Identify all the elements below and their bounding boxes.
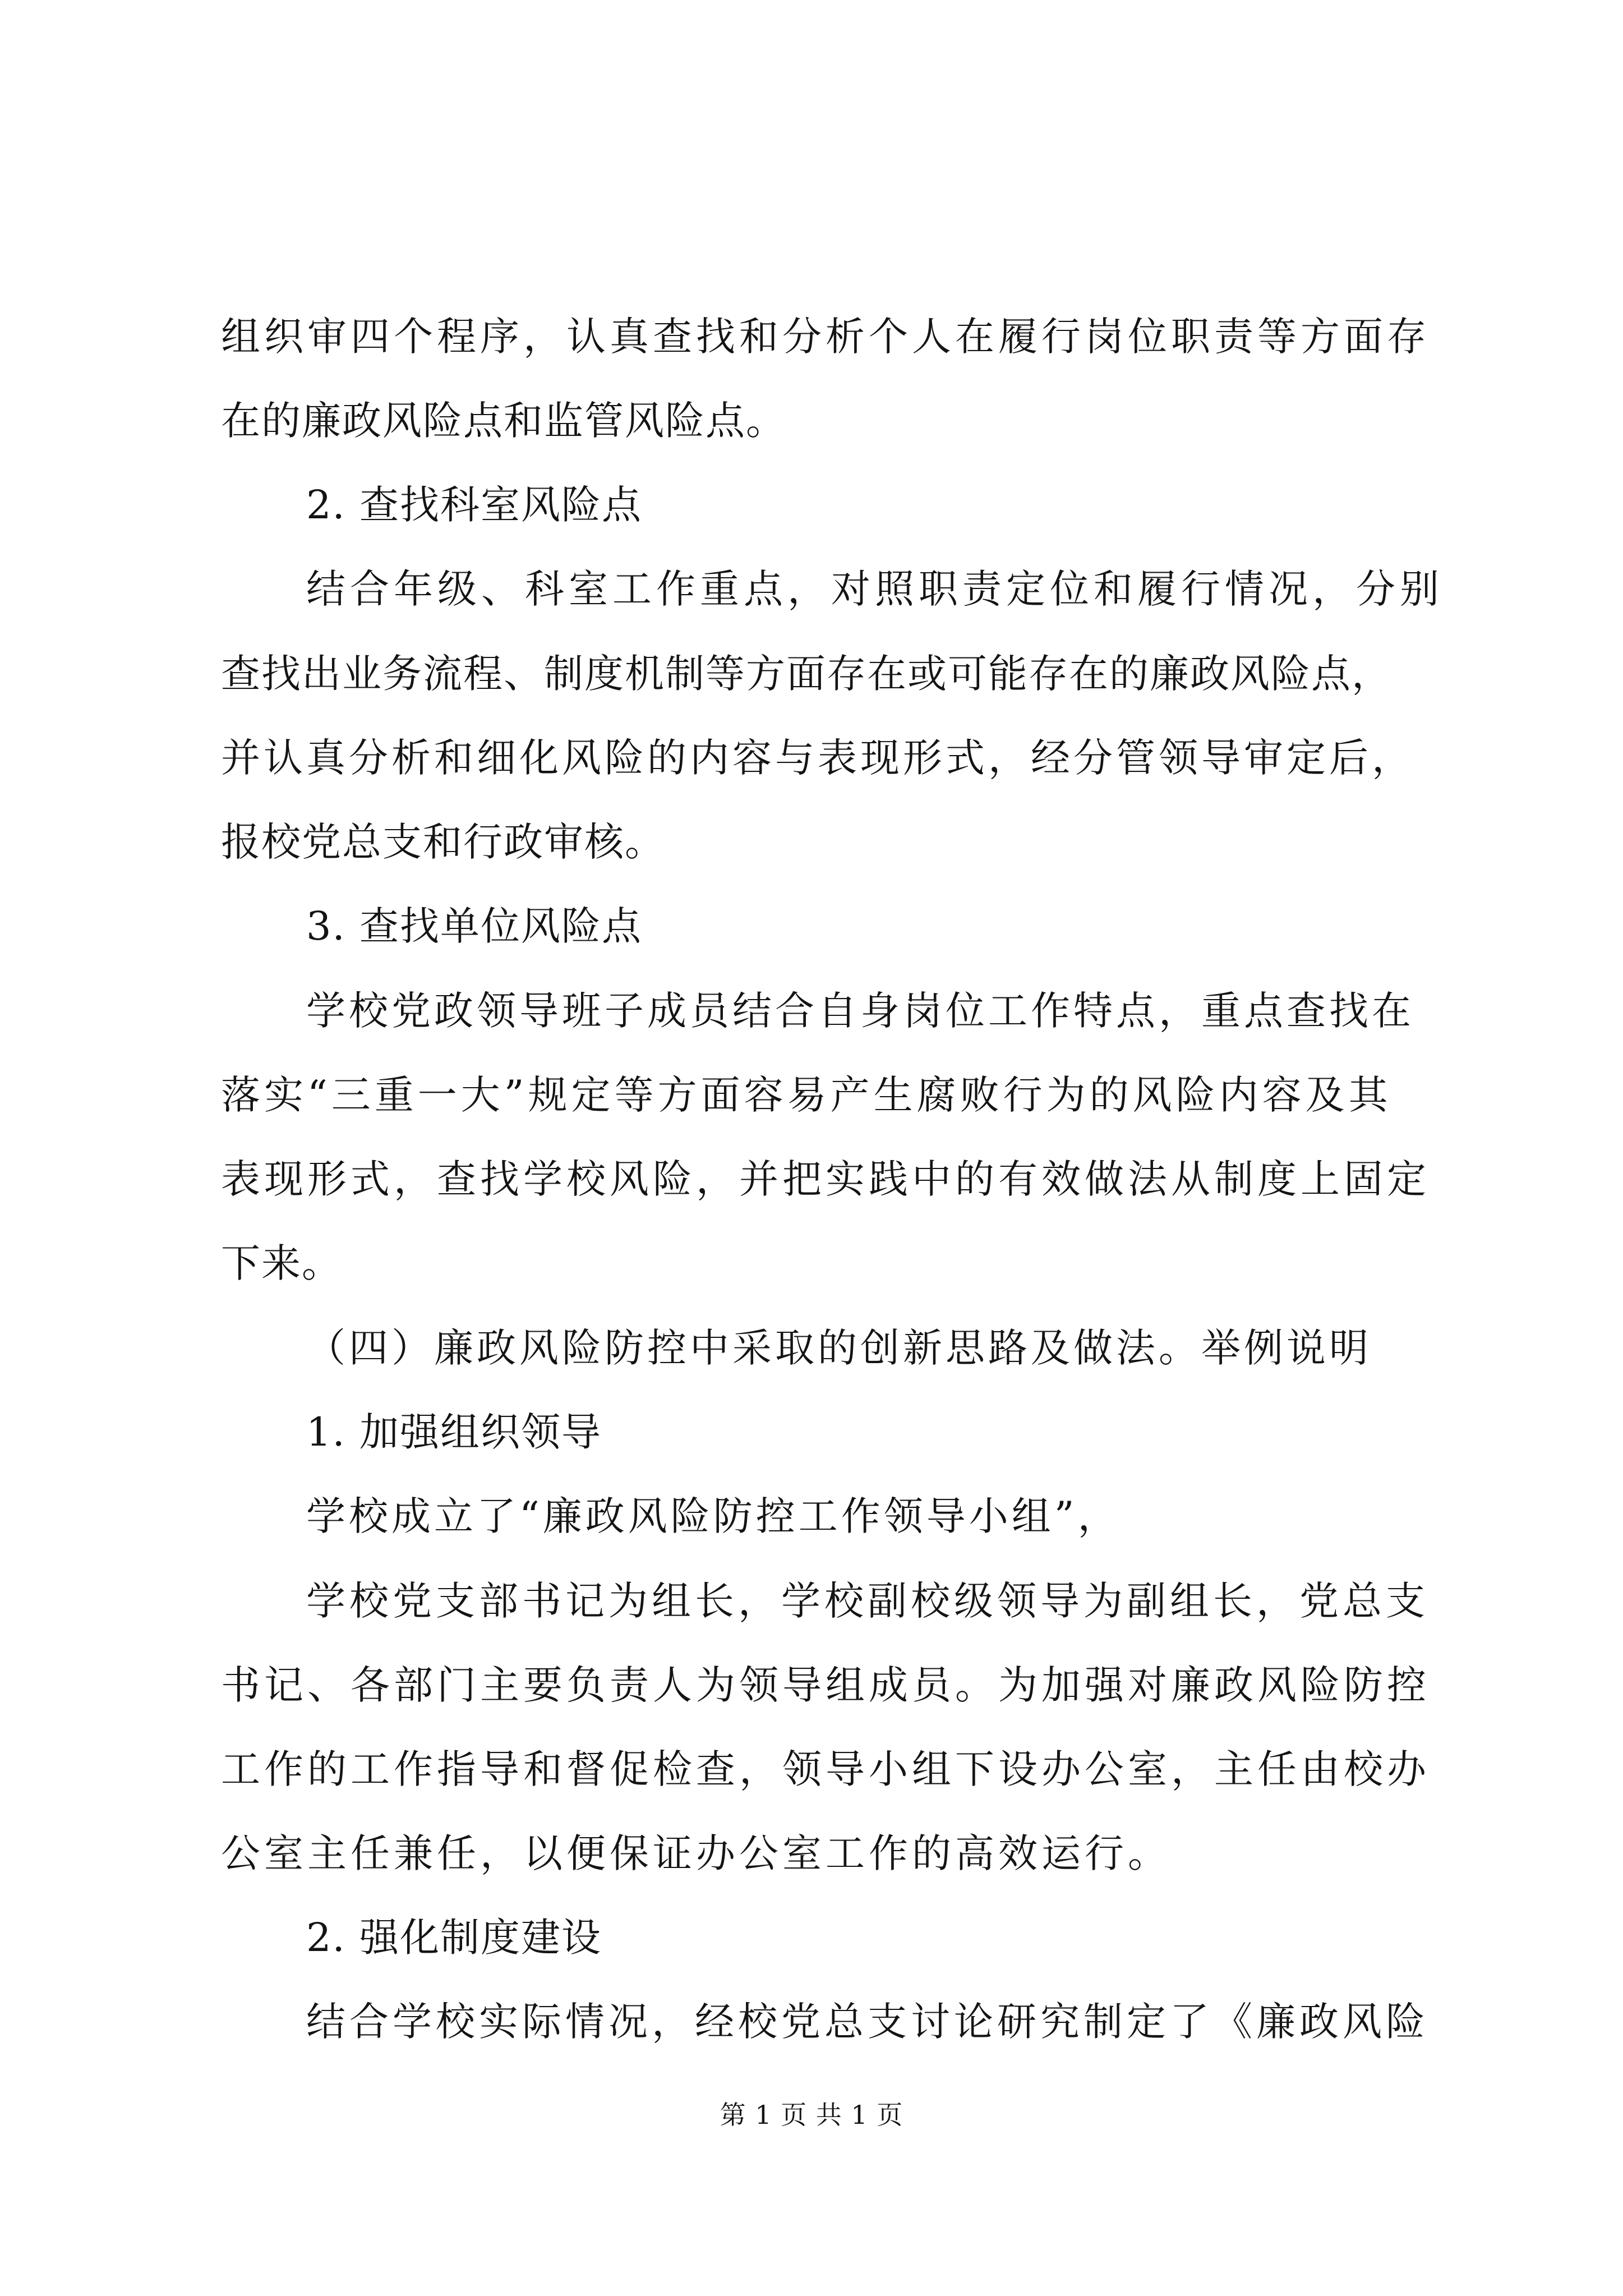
subheading: 2. 强化制度建设 [306,1915,602,1961]
body-text-line: 在的廉政风险点和监管风险点。 [221,398,786,444]
body-text-line: 组织审四个程序，认真查找和分析个人在履行岗位职责等方面存 [221,314,1430,360]
subheading: 1. 加强组织领导 [306,1409,602,1455]
page-number-footer: 第 1 页 共 1 页 [720,2100,903,2130]
body-text-line: 工作的工作指导和督促检查，领导小组下设办公室，主任由校办 [221,1746,1430,1792]
body-text-line: 结合学校实际情况，经校党总支讨论研究制定了《廉政风险 [306,1999,1429,2045]
body-text-line: 学校党政领导班子成员结合自身岗位工作特点，重点查找在 [306,988,1414,1034]
subheading: 2. 查找科室风险点 [306,482,643,528]
body-text-line: 学校成立了“廉政风险防控工作领导小组”， [306,1493,1121,1539]
body-text-line: 下来。 [221,1240,342,1286]
body-text-line: 表现形式，查找学校风险，并把实践中的有效做法从制度上固定 [221,1156,1430,1202]
subheading: 3. 查找单位风险点 [306,903,643,949]
body-text-line: 结合年级、科室工作重点，对照职责定位和履行情况，分别 [306,566,1444,612]
body-text-line: 查找出业务流程、制度机制等方面存在或可能存在的廉政风险点， [221,651,1392,697]
body-text-line: 落实“三重一大”规定等方面容易产生腐败行为的风险内容及其 [221,1072,1392,1118]
section-heading: （四）廉政风险防控中采取的创新思路及做法。举例说明 [306,1325,1372,1371]
body-text-line: 报校党总支和行政审核。 [221,819,665,865]
body-text-line: 学校党支部书记为组长，学校副校级领导为副组长，党总支 [306,1578,1429,1624]
body-text-line: 书记、各部门主要负责人为领导组成员。为加强对廉政风险防控 [221,1662,1430,1708]
body-text-line: 公室主任兼任，以便保证办公室工作的高效运行。 [221,1830,1171,1876]
body-text-line: 并认真分析和细化风险的内容与表现形式，经分管领导审定后， [221,735,1414,781]
